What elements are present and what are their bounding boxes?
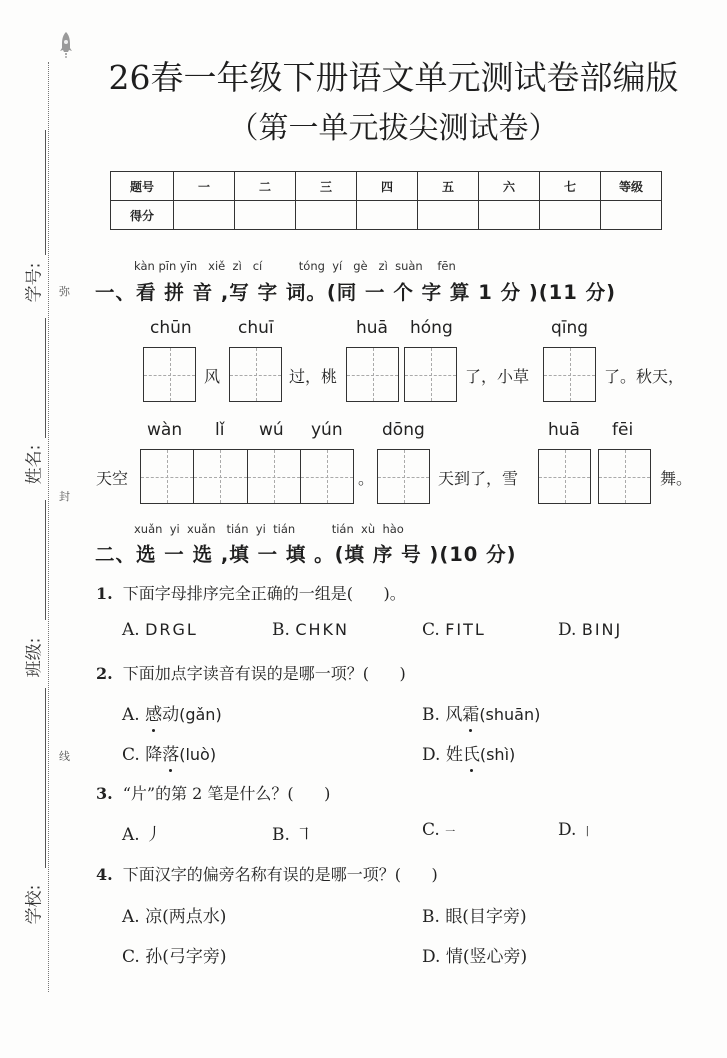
writing-box[interactable] bbox=[248, 450, 301, 503]
writing-box[interactable] bbox=[404, 347, 457, 402]
option-1c[interactable]: C. FITL bbox=[422, 620, 486, 640]
option-4c[interactable]: C. 孙(弓字旁) bbox=[122, 947, 227, 967]
header-cell: 六 bbox=[479, 172, 540, 201]
field-underline bbox=[45, 318, 46, 438]
option-3d[interactable]: D. 丨 bbox=[558, 820, 593, 840]
pinyin-hua: huā bbox=[356, 318, 388, 338]
field-underline bbox=[45, 688, 46, 868]
section1-heading-pinyin: kàn pīn yīn xiě zì cí tóng yí gè zì suàn fēn bbox=[134, 259, 456, 273]
dotted-char: 落 bbox=[162, 740, 179, 765]
writing-box[interactable] bbox=[538, 449, 591, 504]
score-cell[interactable] bbox=[174, 201, 235, 230]
option-1a[interactable]: A. DRGL bbox=[122, 620, 198, 640]
header-cell: 七 bbox=[540, 172, 601, 201]
writing-box[interactable] bbox=[598, 449, 651, 504]
seal-char-mi: 弥 bbox=[59, 285, 70, 298]
sentence-text: 天到了，雪 bbox=[438, 469, 519, 488]
header-cell: 等级 bbox=[601, 172, 662, 201]
header-cell: 二 bbox=[235, 172, 296, 201]
score-cell[interactable] bbox=[540, 201, 601, 230]
seal-dotted-line bbox=[48, 62, 49, 992]
question-2: 2. 下面加点字读音有误的是哪一项？( ) bbox=[96, 664, 406, 683]
seal-char-xian: 线 bbox=[59, 750, 70, 763]
score-table-score-row bbox=[111, 201, 662, 230]
pinyin-li: lǐ bbox=[215, 420, 225, 440]
sentence-text: 了。秋天， bbox=[604, 367, 685, 386]
sentence-text: 。 bbox=[358, 469, 375, 488]
dotted-char: 感 bbox=[145, 700, 162, 725]
sentence-text: 了，小草 bbox=[465, 367, 530, 386]
option-4a[interactable]: A. 凉(两点水) bbox=[122, 907, 227, 927]
option-2b[interactable]: B. 风霜(shuān) bbox=[422, 700, 540, 725]
question-3: 3. “片”的第 2 笔是什么？( ) bbox=[96, 784, 331, 803]
option-3b[interactable]: B. ㇕ bbox=[272, 825, 313, 845]
option-4b[interactable]: B. 眼(目字旁) bbox=[422, 907, 527, 927]
pinyin-hua: huā bbox=[548, 420, 580, 440]
dotted-char: 氏 bbox=[463, 740, 480, 765]
section2-heading-pinyin: xuǎn yi xuǎn tián yi tián tián xù hào bbox=[134, 522, 404, 536]
class-label: 班级: bbox=[24, 637, 45, 678]
writing-box[interactable] bbox=[377, 449, 430, 504]
page-subtitle: （第一单元拔尖测试卷） bbox=[228, 111, 559, 146]
pinyin-chun: chūn bbox=[150, 318, 192, 338]
header-cell: 五 bbox=[418, 172, 479, 201]
writing-box-group-4 bbox=[140, 449, 354, 504]
sentence-text: 风 bbox=[204, 367, 221, 386]
option-3c[interactable]: C. 一 bbox=[422, 820, 456, 840]
sentence-text: 舞。 bbox=[660, 469, 693, 488]
option-1d[interactable]: D. BINJ bbox=[558, 620, 623, 640]
score-table bbox=[110, 171, 662, 230]
score-cell[interactable] bbox=[235, 201, 296, 230]
writing-box[interactable] bbox=[543, 347, 596, 402]
score-cell[interactable] bbox=[418, 201, 479, 230]
writing-box[interactable] bbox=[229, 347, 282, 402]
pinyin-chui: chuī bbox=[238, 318, 274, 338]
score-cell[interactable] bbox=[357, 201, 418, 230]
sentence-text: 天空 bbox=[96, 469, 129, 488]
pinyin-fei: fēi bbox=[612, 420, 634, 440]
pinyin-yun: yún bbox=[311, 420, 343, 440]
header-cell: 三 bbox=[296, 172, 357, 201]
writing-box[interactable] bbox=[301, 450, 353, 503]
question-1: 1. 下面字母排序完全正确的一组是( )。 bbox=[96, 584, 406, 603]
pinyin-dong: dōng bbox=[382, 420, 425, 440]
option-2c[interactable]: C. 降落(luò) bbox=[122, 740, 216, 765]
sentence-text: 过，桃 bbox=[289, 367, 338, 386]
header-cell: 题号 bbox=[111, 172, 174, 201]
page-title: 26春一年级下册语文单元测试卷部编版 bbox=[108, 58, 679, 97]
writing-box[interactable] bbox=[346, 347, 399, 402]
student-id-label: 学号: bbox=[24, 262, 45, 303]
score-table-header-row bbox=[111, 172, 662, 201]
field-underline bbox=[45, 500, 46, 620]
header-cell: 一 bbox=[174, 172, 235, 201]
dotted-char: 霜 bbox=[462, 700, 479, 725]
option-3a[interactable]: A. 丿 bbox=[122, 825, 163, 845]
school-label: 学校: bbox=[24, 884, 45, 925]
pinyin-wu: wú bbox=[259, 420, 284, 440]
section1-heading: 一、看 拼 音 ,写 字 词。(同 一 个 字 算 1 分 )(11 分) bbox=[95, 281, 617, 304]
writing-box[interactable] bbox=[141, 450, 194, 503]
score-cell[interactable] bbox=[601, 201, 662, 230]
pinyin-hong: hóng bbox=[410, 318, 453, 338]
option-2d[interactable]: D. 姓氏(shì) bbox=[422, 740, 515, 765]
pinyin-qing: qīng bbox=[551, 318, 589, 338]
writing-box[interactable] bbox=[143, 347, 196, 402]
question-4: 4. 下面汉字的偏旁名称有误的是哪一项？( ) bbox=[96, 865, 438, 884]
score-row-label: 得分 bbox=[111, 201, 174, 230]
score-cell[interactable] bbox=[296, 201, 357, 230]
option-4d[interactable]: D. 情(竖心旁) bbox=[422, 947, 528, 967]
header-cell: 四 bbox=[357, 172, 418, 201]
pinyin-wan: wàn bbox=[147, 420, 183, 440]
option-2a[interactable]: A. 感动(gǎn) bbox=[122, 700, 222, 725]
seal-char-feng: 封 bbox=[59, 490, 70, 503]
writing-box[interactable] bbox=[194, 450, 247, 503]
section2-heading: 二、选 一 选 ,填 一 填 。(填 序 号 )(10 分) bbox=[95, 543, 517, 566]
score-cell[interactable] bbox=[479, 201, 540, 230]
field-underline bbox=[45, 130, 46, 255]
name-label: 姓名: bbox=[24, 444, 45, 485]
option-1b[interactable]: B. CHKN bbox=[272, 620, 349, 640]
